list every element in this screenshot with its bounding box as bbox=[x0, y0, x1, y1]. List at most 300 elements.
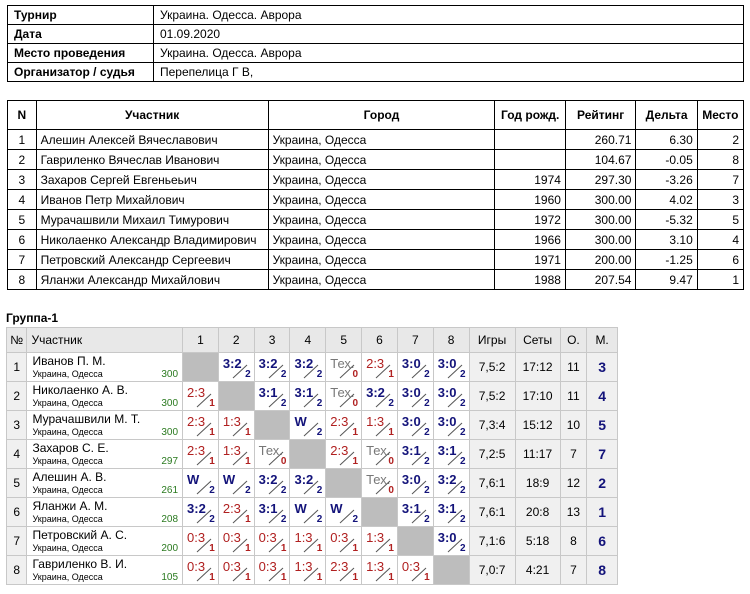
participant-cell: 5 bbox=[697, 210, 743, 230]
participants-header: Город bbox=[268, 101, 495, 130]
match-score: 3:1 bbox=[258, 501, 278, 516]
participant-cell: Украина, Одесса bbox=[268, 210, 495, 230]
grid-row bbox=[7, 411, 618, 440]
match-result-cell bbox=[254, 498, 290, 527]
player-cell bbox=[27, 498, 183, 527]
place-value: 7 bbox=[598, 446, 606, 462]
match-result-cell bbox=[397, 353, 433, 382]
match-score: Тех. bbox=[330, 385, 355, 400]
grid-row bbox=[7, 353, 618, 382]
match-score: 2:3 bbox=[330, 414, 349, 429]
match-result-cell bbox=[218, 469, 254, 498]
grid-header: О. bbox=[560, 328, 587, 353]
points-cell: 7 bbox=[560, 440, 587, 469]
match-score: 3:2 bbox=[366, 385, 385, 400]
match-points: 1 bbox=[424, 572, 430, 583]
match-points: 1 bbox=[209, 398, 215, 409]
match-points: 1 bbox=[280, 543, 287, 554]
match-result-cell bbox=[290, 353, 326, 382]
participant-cell: 8 bbox=[8, 270, 37, 290]
grid-header: Участник bbox=[27, 328, 183, 353]
match-score: Тех. bbox=[366, 443, 391, 458]
grid-header: № bbox=[7, 328, 27, 353]
match-points: 2 bbox=[459, 456, 466, 467]
grid-header: 2 bbox=[218, 328, 254, 353]
match-score: W bbox=[222, 472, 236, 487]
games-cell: 7,6:1 bbox=[469, 469, 515, 498]
player-cell bbox=[27, 527, 183, 556]
participant-row bbox=[8, 190, 744, 210]
place-cell bbox=[587, 556, 618, 585]
match-result-cell bbox=[397, 498, 433, 527]
diagonal-cell bbox=[218, 382, 254, 411]
sets-cell: 15:12 bbox=[515, 411, 560, 440]
match-result-cell bbox=[183, 556, 219, 585]
info-value: Украина. Одесса. Аврора bbox=[154, 6, 744, 25]
match-score: 3:2 bbox=[222, 356, 242, 371]
participant-cell: -3.26 bbox=[636, 170, 697, 190]
participant-cell: 4 bbox=[697, 230, 743, 250]
match-score: 0:3 bbox=[222, 559, 241, 574]
match-result-cell bbox=[433, 411, 469, 440]
match-score: 1:3 bbox=[222, 414, 241, 429]
row-number: 7 bbox=[7, 527, 27, 556]
place-cell bbox=[587, 498, 618, 527]
participants-header: Рейтинг bbox=[565, 101, 636, 130]
match-points: 2 bbox=[424, 427, 430, 438]
match-result-cell bbox=[218, 353, 254, 382]
player-name: Мурачашвили М. Т. bbox=[32, 411, 141, 426]
match-points: 2 bbox=[316, 485, 323, 496]
match-score: 1:3 bbox=[366, 414, 385, 429]
player-rating: 300 bbox=[161, 398, 179, 409]
match-points: 2 bbox=[280, 398, 287, 409]
grid-header: 5 bbox=[326, 328, 362, 353]
match-points: 2 bbox=[316, 514, 323, 525]
match-result-cell bbox=[218, 556, 254, 585]
match-points: 2 bbox=[316, 427, 323, 438]
participant-cell: Украина, Одесса bbox=[268, 190, 495, 210]
participant-cell: 297.30 bbox=[565, 170, 636, 190]
player-city: Украина, Одесса bbox=[32, 542, 103, 553]
match-score: 1:3 bbox=[294, 559, 313, 574]
diagonal-cell bbox=[183, 353, 219, 382]
match-points: 1 bbox=[316, 543, 323, 554]
match-score: 2:3 bbox=[330, 559, 349, 574]
match-score: 3:0 bbox=[401, 414, 421, 429]
place-cell bbox=[587, 353, 618, 382]
match-result-cell bbox=[397, 440, 433, 469]
match-score: 3:0 bbox=[401, 356, 421, 371]
participants-header: Год рожд. bbox=[495, 101, 566, 130]
match-points: 1 bbox=[209, 427, 215, 438]
match-result-cell bbox=[326, 498, 362, 527]
match-points: 1 bbox=[352, 572, 359, 583]
match-points: 2 bbox=[245, 485, 251, 496]
participant-cell: Украина, Одесса bbox=[268, 150, 495, 170]
match-score: 2:3 bbox=[330, 443, 349, 458]
participant-cell: 6 bbox=[8, 230, 37, 250]
match-result-cell bbox=[218, 498, 254, 527]
match-result-cell bbox=[326, 353, 362, 382]
match-score: 3:2 bbox=[187, 501, 206, 516]
place-cell bbox=[587, 382, 618, 411]
place-value: 5 bbox=[598, 417, 606, 433]
grid-header: 7 bbox=[397, 328, 433, 353]
match-score: Тех. bbox=[258, 443, 283, 458]
match-result-cell bbox=[290, 498, 326, 527]
row-number: 1 bbox=[7, 353, 27, 382]
grid-row bbox=[7, 382, 618, 411]
match-points: 1 bbox=[245, 572, 251, 583]
match-points: 1 bbox=[280, 572, 287, 583]
player-rating: 261 bbox=[161, 485, 179, 496]
match-result-cell bbox=[254, 469, 290, 498]
place-cell bbox=[587, 440, 618, 469]
player-name: Алешин А. В. bbox=[32, 469, 107, 484]
participant-cell: 207.54 bbox=[565, 270, 636, 290]
match-points: 2 bbox=[424, 456, 430, 467]
match-score: 3:2 bbox=[258, 356, 278, 371]
participant-cell: Украина, Одесса bbox=[268, 270, 495, 290]
match-result-cell bbox=[254, 556, 290, 585]
match-result-cell bbox=[362, 382, 398, 411]
match-points: 2 bbox=[316, 398, 323, 409]
match-points: 2 bbox=[209, 485, 215, 496]
match-points: 1 bbox=[245, 427, 251, 438]
match-result-cell bbox=[290, 469, 326, 498]
participant-cell: 2 bbox=[697, 130, 743, 150]
match-score: 3:1 bbox=[401, 443, 421, 458]
match-score: 2:3 bbox=[366, 356, 385, 371]
match-points: 1 bbox=[245, 543, 251, 554]
player-cell bbox=[27, 353, 183, 382]
match-points: 1 bbox=[245, 514, 251, 525]
grid-header: 6 bbox=[362, 328, 398, 353]
participant-cell: 200.00 bbox=[565, 250, 636, 270]
match-score: 3:1 bbox=[401, 501, 421, 516]
match-result-cell bbox=[183, 498, 219, 527]
match-points: 1 bbox=[352, 456, 359, 467]
participant-row bbox=[8, 230, 744, 250]
match-score: 1:3 bbox=[294, 530, 313, 545]
sets-cell: 5:18 bbox=[515, 527, 560, 556]
player-rating: 208 bbox=[161, 514, 179, 525]
match-points: 1 bbox=[388, 572, 394, 583]
participant-cell: 4.02 bbox=[636, 190, 697, 210]
tournament-info-table bbox=[7, 5, 744, 82]
match-result-cell bbox=[254, 353, 290, 382]
place-value: 6 bbox=[598, 533, 606, 549]
participant-cell: Николаенко Александр Владимирович bbox=[36, 230, 268, 250]
match-result-cell bbox=[433, 440, 469, 469]
match-result-cell bbox=[397, 469, 433, 498]
participant-cell: 9.47 bbox=[636, 270, 697, 290]
points-cell: 7 bbox=[560, 556, 587, 585]
match-result-cell bbox=[254, 440, 290, 469]
participant-cell: 1 bbox=[697, 270, 743, 290]
participant-cell: 1960 bbox=[495, 190, 566, 210]
match-points: 1 bbox=[245, 456, 251, 467]
info-value: 01.09.2020 bbox=[154, 25, 744, 44]
match-points: 2 bbox=[245, 369, 251, 380]
participant-cell: Петровский Александр Сергеевич bbox=[36, 250, 268, 270]
match-points: 2 bbox=[280, 369, 287, 380]
player-rating: 105 bbox=[161, 572, 179, 583]
row-number: 5 bbox=[7, 469, 27, 498]
match-score: W bbox=[187, 472, 200, 487]
participant-cell: Захаров Сергей Евгеньеьич bbox=[36, 170, 268, 190]
player-name: Яланжи А. М. bbox=[32, 498, 108, 513]
info-label: Организатор / судья bbox=[8, 63, 154, 82]
match-score: 0:3 bbox=[187, 530, 206, 545]
player-city: Украина, Одесса bbox=[32, 368, 103, 379]
place-cell bbox=[587, 469, 618, 498]
player-rating: 300 bbox=[161, 427, 179, 438]
match-score: 2:3 bbox=[222, 501, 241, 516]
player-city: Украина, Одесса bbox=[32, 455, 103, 466]
info-row bbox=[8, 44, 744, 63]
participant-cell: 260.71 bbox=[565, 130, 636, 150]
player-rating: 300 bbox=[161, 369, 179, 380]
participant-cell: Яланжи Александр Михайлович bbox=[36, 270, 268, 290]
participant-cell: 104.67 bbox=[565, 150, 636, 170]
participant-cell: 5 bbox=[8, 210, 37, 230]
participant-cell: 7 bbox=[8, 250, 37, 270]
match-points: 2 bbox=[424, 514, 430, 525]
games-cell: 7,5:2 bbox=[469, 353, 515, 382]
participant-cell: 6.30 bbox=[636, 130, 697, 150]
participant-row bbox=[8, 150, 744, 170]
match-points: 1 bbox=[209, 456, 215, 467]
games-cell: 7,0:7 bbox=[469, 556, 515, 585]
match-points: 2 bbox=[459, 427, 466, 438]
player-city: Украина, Одесса bbox=[32, 426, 103, 437]
participant-cell bbox=[495, 130, 566, 150]
match-score: 3:0 bbox=[401, 385, 421, 400]
place-value: 3 bbox=[598, 359, 606, 375]
match-score: W bbox=[294, 501, 307, 516]
participant-cell: 1972 bbox=[495, 210, 566, 230]
participants-header: N bbox=[8, 101, 37, 130]
match-result-cell bbox=[326, 382, 362, 411]
match-points: 0 bbox=[352, 369, 359, 380]
grid-header: 3 bbox=[254, 328, 290, 353]
place-cell bbox=[587, 411, 618, 440]
match-result-cell bbox=[362, 469, 398, 498]
participant-cell: 300.00 bbox=[565, 230, 636, 250]
participant-cell bbox=[495, 150, 566, 170]
participant-row bbox=[8, 250, 744, 270]
match-result-cell bbox=[218, 440, 254, 469]
match-score: 3:2 bbox=[258, 472, 278, 487]
info-row bbox=[8, 6, 744, 25]
participant-cell: 1 bbox=[8, 130, 37, 150]
participant-cell: 8 bbox=[697, 150, 743, 170]
participant-cell: 1971 bbox=[495, 250, 566, 270]
match-result-cell bbox=[433, 353, 469, 382]
player-city: Украина, Одесса bbox=[32, 513, 103, 524]
info-label: Дата bbox=[8, 25, 154, 44]
participant-cell: 1974 bbox=[495, 170, 566, 190]
points-cell: 8 bbox=[560, 527, 587, 556]
participant-cell: Алешин Алексей Вячеславович bbox=[36, 130, 268, 150]
row-number: 8 bbox=[7, 556, 27, 585]
grid-header: Сеты bbox=[515, 328, 560, 353]
participant-cell: Мурачашвили Михаил Тимурович bbox=[36, 210, 268, 230]
match-points: 1 bbox=[352, 427, 359, 438]
participant-cell: 3.10 bbox=[636, 230, 697, 250]
match-score: W bbox=[330, 501, 343, 516]
match-score: 3:1 bbox=[258, 385, 278, 400]
match-score: Тех. bbox=[330, 356, 355, 371]
match-score: Тех. bbox=[366, 472, 391, 487]
match-result-cell bbox=[254, 382, 290, 411]
row-number: 6 bbox=[7, 498, 27, 527]
participant-cell: -0.05 bbox=[636, 150, 697, 170]
info-row bbox=[8, 25, 744, 44]
match-result-cell bbox=[433, 469, 469, 498]
participant-cell: Иванов Петр Михайлович bbox=[36, 190, 268, 210]
match-points: 2 bbox=[352, 514, 359, 525]
row-number: 2 bbox=[7, 382, 27, 411]
row-number: 3 bbox=[7, 411, 27, 440]
diagonal-cell bbox=[290, 440, 326, 469]
diagonal-cell bbox=[362, 498, 398, 527]
participant-row bbox=[8, 270, 744, 290]
player-cell bbox=[27, 469, 183, 498]
player-cell bbox=[27, 440, 183, 469]
match-points: 1 bbox=[352, 543, 359, 554]
diagonal-cell bbox=[397, 527, 433, 556]
grid-row bbox=[7, 527, 618, 556]
match-result-cell bbox=[397, 411, 433, 440]
grid-row bbox=[7, 469, 618, 498]
player-rating: 297 bbox=[161, 456, 179, 467]
match-points: 2 bbox=[459, 485, 466, 496]
match-score: 3:0 bbox=[437, 530, 457, 545]
match-result-cell bbox=[290, 382, 326, 411]
row-number: 4 bbox=[7, 440, 27, 469]
group-results-grid bbox=[6, 327, 618, 585]
match-points: 1 bbox=[209, 572, 215, 583]
player-cell bbox=[27, 556, 183, 585]
match-result-cell bbox=[326, 411, 362, 440]
match-score: 3:2 bbox=[294, 356, 314, 371]
match-result-cell bbox=[183, 469, 219, 498]
games-cell: 7,6:1 bbox=[469, 498, 515, 527]
sets-cell: 11:17 bbox=[515, 440, 560, 469]
match-points: 0 bbox=[388, 456, 394, 467]
match-points: 2 bbox=[459, 398, 466, 409]
place-value: 2 bbox=[598, 475, 606, 491]
player-cell bbox=[27, 382, 183, 411]
match-points: 2 bbox=[459, 369, 466, 380]
player-city: Украина, Одесса bbox=[32, 484, 103, 495]
match-result-cell bbox=[254, 527, 290, 556]
match-result-cell bbox=[326, 440, 362, 469]
match-points: 2 bbox=[209, 514, 215, 525]
player-city: Украина, Одесса bbox=[32, 397, 103, 408]
participant-cell: 2 bbox=[8, 150, 37, 170]
participants-header: Участник bbox=[36, 101, 268, 130]
place-value: 8 bbox=[598, 562, 606, 578]
participant-cell: 7 bbox=[697, 170, 743, 190]
match-score: 3:1 bbox=[294, 385, 314, 400]
games-cell: 7,3:4 bbox=[469, 411, 515, 440]
participant-row bbox=[8, 130, 744, 150]
match-points: 2 bbox=[388, 398, 394, 409]
grid-row bbox=[7, 498, 618, 527]
participant-cell: Гавриленко Вячеслав Иванович bbox=[36, 150, 268, 170]
participant-cell: Украина, Одесса bbox=[268, 250, 495, 270]
participants-header: Место bbox=[697, 101, 743, 130]
diagonal-cell bbox=[254, 411, 290, 440]
match-result-cell bbox=[183, 382, 219, 411]
match-result-cell bbox=[218, 527, 254, 556]
participant-cell: 3 bbox=[697, 190, 743, 210]
match-points: 2 bbox=[280, 485, 287, 496]
player-rating: 200 bbox=[161, 543, 179, 554]
match-result-cell bbox=[362, 440, 398, 469]
points-cell: 10 bbox=[560, 411, 587, 440]
match-points: 0 bbox=[280, 456, 287, 467]
match-points: 1 bbox=[388, 427, 394, 438]
match-points: 1 bbox=[388, 543, 394, 554]
participant-cell: Украина, Одесса bbox=[268, 230, 495, 250]
match-score: 2:3 bbox=[187, 443, 206, 458]
match-score: 3:0 bbox=[437, 414, 457, 429]
match-score: 1:3 bbox=[222, 443, 241, 458]
match-result-cell bbox=[433, 498, 469, 527]
match-score: 0:3 bbox=[401, 559, 420, 574]
match-result-cell bbox=[326, 556, 362, 585]
games-cell: 7,5:2 bbox=[469, 382, 515, 411]
match-score: 0:3 bbox=[187, 559, 206, 574]
match-result-cell bbox=[397, 382, 433, 411]
match-score: 1:3 bbox=[366, 559, 385, 574]
match-result-cell bbox=[290, 556, 326, 585]
participant-cell: 3 bbox=[8, 170, 37, 190]
match-score: 0:3 bbox=[330, 530, 349, 545]
match-points: 1 bbox=[316, 572, 323, 583]
match-score: 0:3 bbox=[258, 530, 277, 545]
sets-cell: 20:8 bbox=[515, 498, 560, 527]
match-score: 3:0 bbox=[437, 385, 457, 400]
match-result-cell bbox=[218, 411, 254, 440]
match-score: 2:3 bbox=[187, 414, 206, 429]
participant-row bbox=[8, 170, 744, 190]
player-cell bbox=[27, 411, 183, 440]
match-points: 2 bbox=[424, 398, 430, 409]
participant-cell: 1988 bbox=[495, 270, 566, 290]
match-score: 2:3 bbox=[187, 385, 206, 400]
participant-cell: 4 bbox=[8, 190, 37, 210]
match-score: 3:2 bbox=[437, 472, 457, 487]
grid-header: 4 bbox=[290, 328, 326, 353]
match-points: 2 bbox=[316, 369, 323, 380]
match-points: 2 bbox=[280, 514, 287, 525]
match-points: 2 bbox=[424, 369, 430, 380]
diagonal-cell bbox=[433, 556, 469, 585]
match-points: 2 bbox=[459, 543, 466, 554]
player-name: Петровский А. С. bbox=[32, 527, 128, 542]
match-points: 2 bbox=[459, 514, 466, 525]
participant-cell: -5.32 bbox=[636, 210, 697, 230]
match-score: 3:0 bbox=[437, 356, 457, 371]
info-value: Украина. Одесса. Аврора bbox=[154, 44, 744, 63]
points-cell: 11 bbox=[560, 382, 587, 411]
